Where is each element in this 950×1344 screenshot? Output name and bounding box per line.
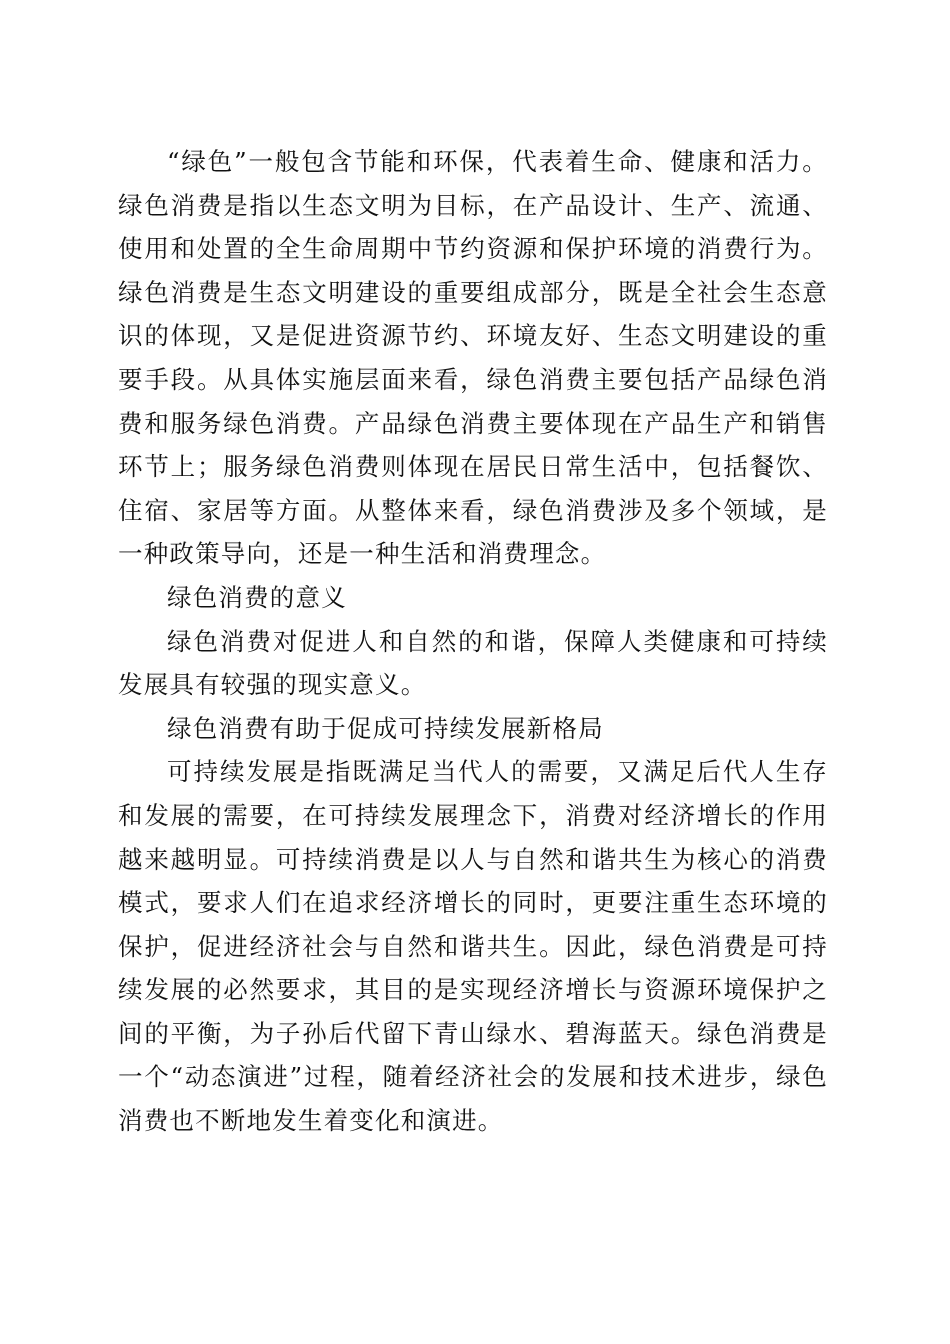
section-heading-sustainable: 绿色消费有助于促成可持续发展新格局	[167, 713, 604, 743]
paragraph-sustainable: 可持续发展是指既满足当代人的需要，又满足后代人生存和发展的需要，在可持续发展理念下，消费对经济增长的作用越来越明显。可持续消费是以人与自然和谐共生为核心的消费模式，要求人们在追求经济增长的同时，更要注重生态环境的保护，促进经济社会与自然和谐共生。因此，绿色消费是可持续发展的必然要求，其目的是实现经济增长与资源环境保护之间的平衡，为子孙后代留下青山绿水、碧海蓝天。绿色消费是一个“动态演进”过程，随着经济社会的发展和技术进步，绿色消费也不断地发生着变化和演进。	[118, 757, 828, 1136]
section-heading-significance: 绿色消费的意义	[167, 582, 347, 612]
paragraph-green-definition: “绿色”一般包含节能和环保，代表着生命、健康和活力。绿色消费是指以生态文明为目标，在产品设计、生产、流通、使用和处置的全生命周期中节约资源和保护环境的消费行为。绿色消费是生态文明建设的重要组成部分，既是全社会生态意识的体现，又是促进资源节约、环境友好、生态文明建设的重要手段。从具体实施层面来看，绿色消费主要包括产品绿色消费和服务绿色消费。产品绿色消费主要体现在产品生产和销售环节上；服务绿色消费则体现在居民日常生活中，包括餐饮、住宿、家居等方面。从整体来看，绿色消费涉及多个领域，是一种政策导向，还是一种生活和消费理念。	[118, 147, 828, 569]
paragraph-significance: 绿色消费对促进人和自然的和谐，保障人类健康和可持续发展具有较强的现实意义。	[118, 626, 828, 700]
document-body	[118, 140, 828, 1143]
